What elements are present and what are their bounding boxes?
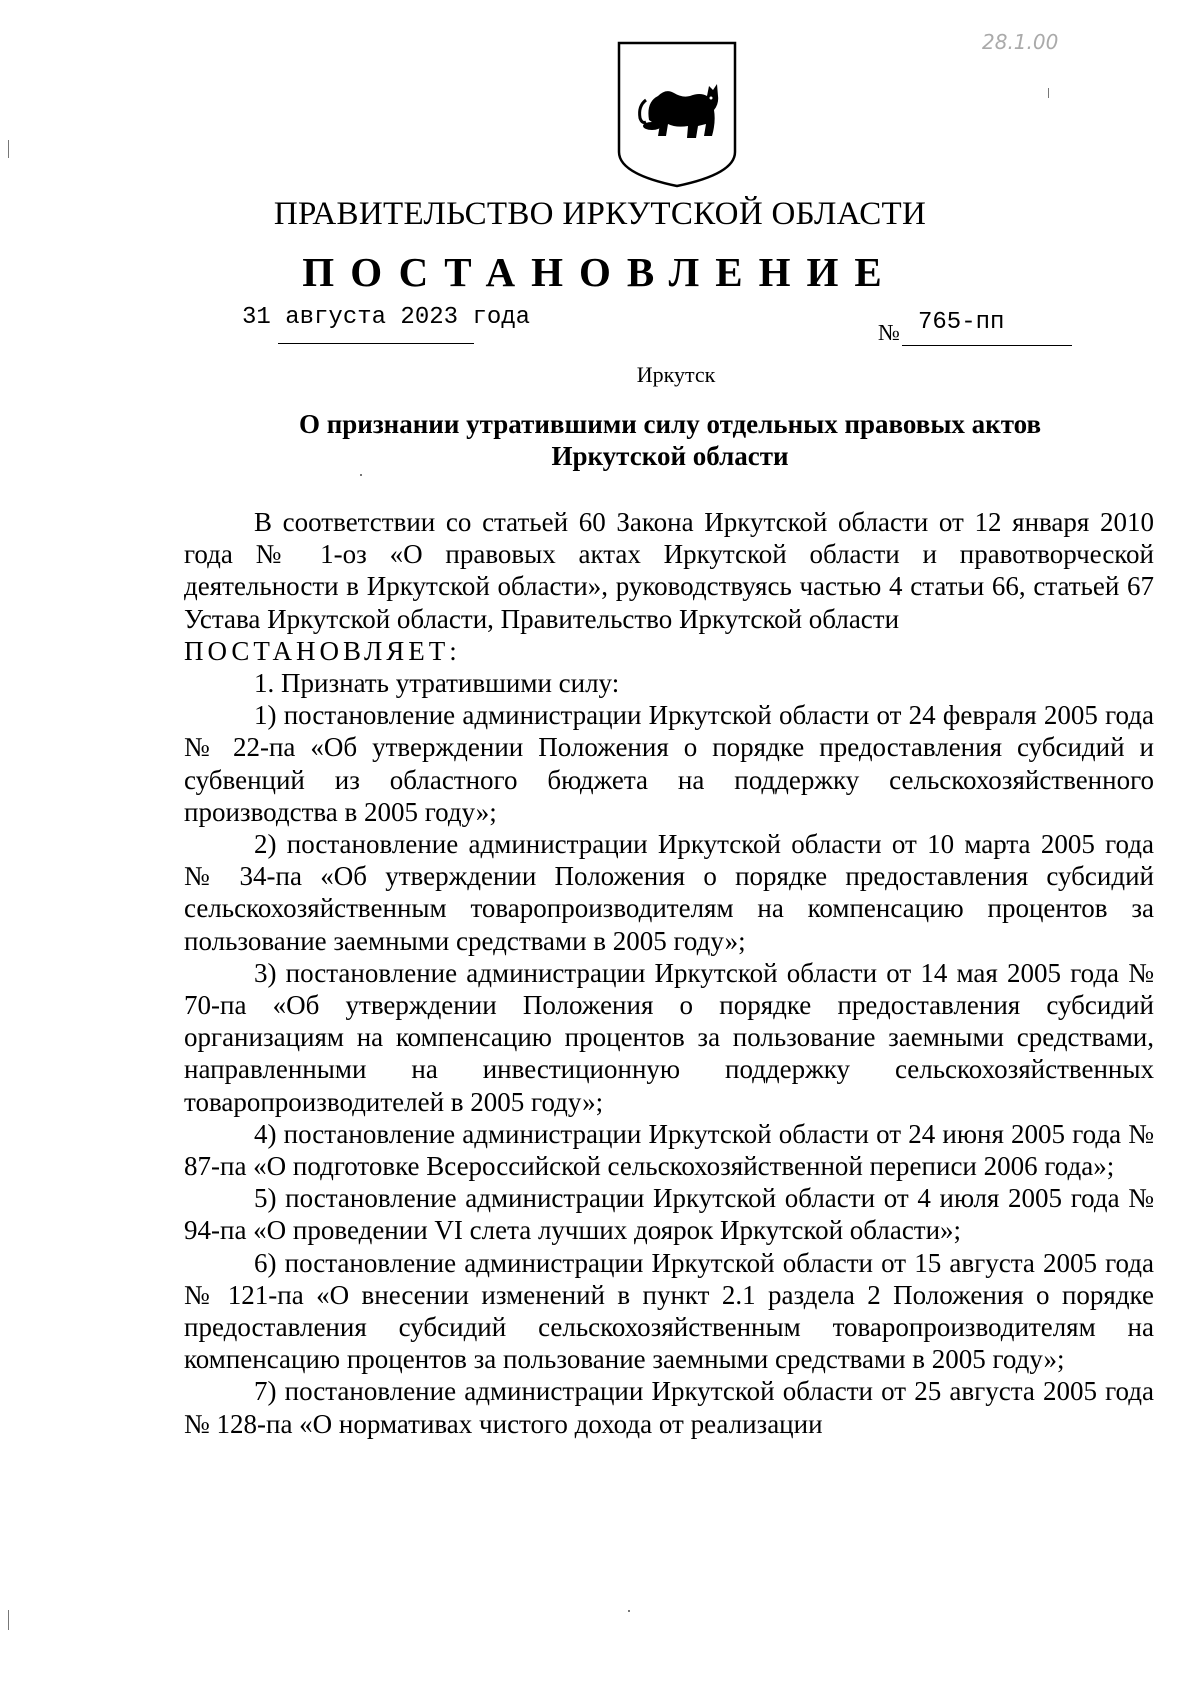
document-number: 765-пп	[918, 309, 1005, 336]
scan-speck	[360, 474, 362, 476]
list-item: 4) постановление администрации Иркутской области от 24 июня 2005 года № 87-па «О подготовке Всероссийской сельскохозяйственной переписи 2006 года»;	[184, 1118, 1154, 1182]
document-heading	[184, 408, 1156, 472]
preamble-paragraph: В соответствии со статьей 60 Закона Иркутской области от 12 января 2010 года № 1-оз «О правовых актах Иркутской области и правотворческой деятельности в Иркутской области», руководствуясь частью 4 статьи 66, статьей 67 Устава Иркутской области, Правительство Иркутской области	[184, 507, 1154, 634]
government-title: ПРАВИТЕЛЬСТВО ИРКУТСКОЙ ОБЛАСТИ	[273, 196, 927, 232]
list-item: 2) постановление администрации Иркутской области от 10 марта 2005 года № 34-па «Об утверждении Положения о порядке предоставления субсидий сельскохозяйственным товаропроизводителям на компенсацию процентов за пользование заемными средствами в 2005 году»;	[184, 829, 1154, 956]
number-sign: №	[878, 320, 900, 345]
date-underline	[278, 343, 474, 344]
heading-line-1: О признании утратившими силу отдельных правовых актов	[298, 409, 1042, 439]
scan-speck	[1048, 88, 1049, 98]
handwritten-mark: 28.1.00	[982, 30, 1059, 54]
document-type-title: ПОСТАНОВЛЕНИЕ	[302, 249, 898, 295]
city-name: Иркутск	[636, 362, 716, 387]
document-body	[184, 506, 1154, 1440]
clause-1: 1. Признать утратившими силу:	[254, 668, 620, 699]
scan-speck	[8, 1610, 9, 1630]
heading-line-2: Иркутской области	[551, 441, 789, 471]
scan-speck	[628, 1610, 630, 1612]
decree-word: ПОСТАНОВЛЯЕТ:	[184, 635, 461, 666]
list-item: 6) постановление администрации Иркутской области от 15 августа 2005 года № 121-па «О внесении изменений в пункт 2.1 раздела 2 Положения о порядке предоставления субсидий сельскохозяйственным товаропроизводителям на компенсацию процентов за пользование заемными средствами в 2005 году»;	[184, 1247, 1154, 1375]
document-date: 31 августа 2023 года	[242, 304, 531, 331]
scan-speck	[8, 140, 9, 158]
list-item: 3) постановление администрации Иркутской области от 14 мая 2005 года № 70-па «Об утверждении Положения о порядке предоставления субсидий организациям на компенсацию процентов за пользование заемными средствами, направленными на инвестиционную поддержку сельскохозяйственных товаропроизводителей в 2005 году»;	[184, 957, 1154, 1117]
number-underline	[902, 345, 1072, 346]
list-item: 5) постановление администрации Иркутской области от 4 июля 2005 года № 94-па «О проведении VI слета лучших доярок Иркутской области»;	[184, 1183, 1154, 1246]
irkutsk-coat-of-arms-icon	[616, 40, 738, 188]
list-item: 7) постановление администрации Иркутской области от 25 августа 2005 года № 128-па «О нормативах чистого дохода от реализации	[184, 1376, 1154, 1439]
list-item: 1) постановление администрации Иркутской области от 24 февраля 2005 года № 22-па «Об утверждении Положения о порядке предоставления субсидий и субвенций из областного бюджета на поддержку сельскохозяйственного производства в 2005 году»;	[184, 700, 1154, 827]
